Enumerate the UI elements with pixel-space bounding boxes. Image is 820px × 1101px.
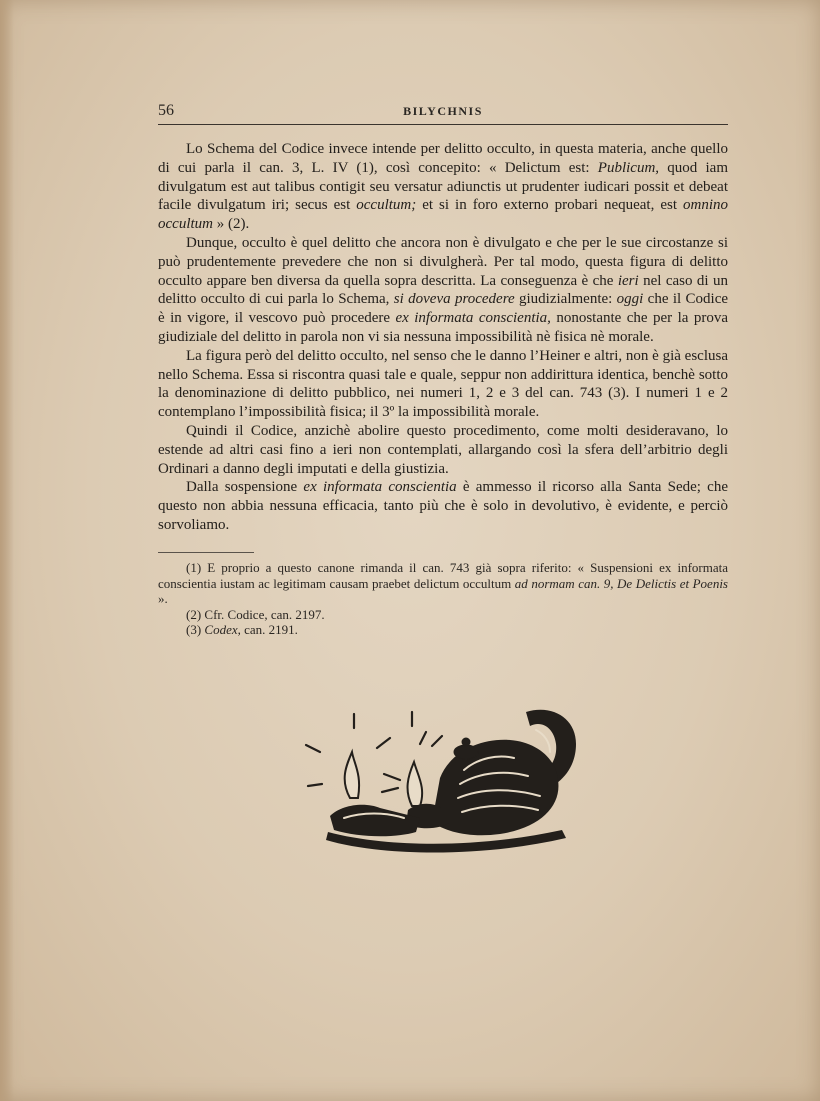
footnote [158,622,728,638]
paragraph [158,347,728,422]
italic-text: Publicum, [597,159,660,176]
italic-text: Codex, [204,622,241,637]
body-text [158,140,728,535]
italic-text: ad normam can. 9, De Delictis et Poenis [514,575,728,591]
text-run: Lo Schema del Codice invece intende per delitto occulto, in questa materia, anche quello di cui parla il can. 3, L. IV (1), così concepito: « Delictum est: [158,141,728,176]
text-run: Dalla sospensione [186,479,304,496]
text-run: et si in foro externo probari nequeat, est [416,197,683,214]
text-run: (3) [186,622,205,637]
text-run: Quindi il Codice, anzichè abolire questo procedimento, come molti desideravano, lo estende ad altri casi fino a ieri non contemplati, allargando così la sfera dell’arbitrio degli Ordinari a danno degli imputati e della giustizia. [158,422,728,477]
text-run: è ammesso il ricorso alla Santa Sede; che questo non abbia nessuna efficacia, tanto più che è solo in devolutivo, è evidente, e perciò sorvoliamo. [158,479,728,533]
page-header [158,102,728,125]
text-run: che il Codice è in vigore, il vescovo può procedere [158,291,729,327]
lamp-rays [306,712,442,792]
footnotes [158,560,728,638]
paragraph [158,478,728,534]
italic-text: omnino occultum [158,197,728,233]
text-run: giudizialmente: [514,291,617,308]
paragraph [158,140,728,234]
text-run: can. 2191. [240,622,298,637]
italic-text: ex informata conscientia [303,479,457,496]
text-run: ». [158,591,168,606]
italic-text: oggi [616,291,644,308]
lamp-flames [345,752,423,806]
italic-text: occultum; [356,197,417,214]
footnote [158,607,728,623]
text-run: (2) Cfr. Codice, can. 2197. [186,606,325,622]
page-number: 56 [158,102,174,119]
paragraph [158,234,728,347]
footnote [158,560,728,607]
italic-text: si doveva procedere [393,291,515,308]
text-run: nonostante che per la prova giudiziale del delitto in parola non vi sia nessuna impossibilità nè fisica nè morale. [158,310,728,345]
paragraph [158,422,728,478]
oil-lamp-illustration [300,700,585,855]
italic-text: ieri [617,272,639,289]
italic-text: ex informata conscientia, [395,310,551,327]
text-run: Dunque, occulto è quel delitto che ancora non è divulgato e che per le sue circostanze si può prudentemente prevedere che non si divulgherà. Per tal modo, questa figura di delitto occulto appare ben diversa da quella sopra descritta. La conseguenza è che [158,234,728,289]
text-run: (1) E proprio a questo canone rimanda il can. 743 già sopra riferito: « Suspensioni ex informata conscientia iustam ac legitimam causam praebet delictum occultum [158,560,728,591]
text-run: quod iam divulgatum est aut talibus contigit seu versatur adiunctis ut prudenter iudicari possit et debeat facile divulgatum iri; secus est [158,159,728,214]
text-run: » (2). [212,216,250,233]
footnote-rule [158,552,254,553]
text-run: nel caso di un delitto occulto di cui parla lo Schema, [158,272,728,308]
running-head: BILYCHNIS [403,104,483,118]
lamp-lid [454,738,478,759]
text-run: La figura però del delitto occulto, nel senso che le danno l’Heiner e altri, non è già esclusa nello Schema. Essa si riscontra quasi tale e quale, seppur non addirittura identica, benchè sotto la denominazione di delitto pubblico, nei numeri 1, 2 e 3 del can. 743 (3). I numeri 1 e 2 contemplano l’impossibilità fisica; il 3º la impossibilità morale. [158,347,728,421]
